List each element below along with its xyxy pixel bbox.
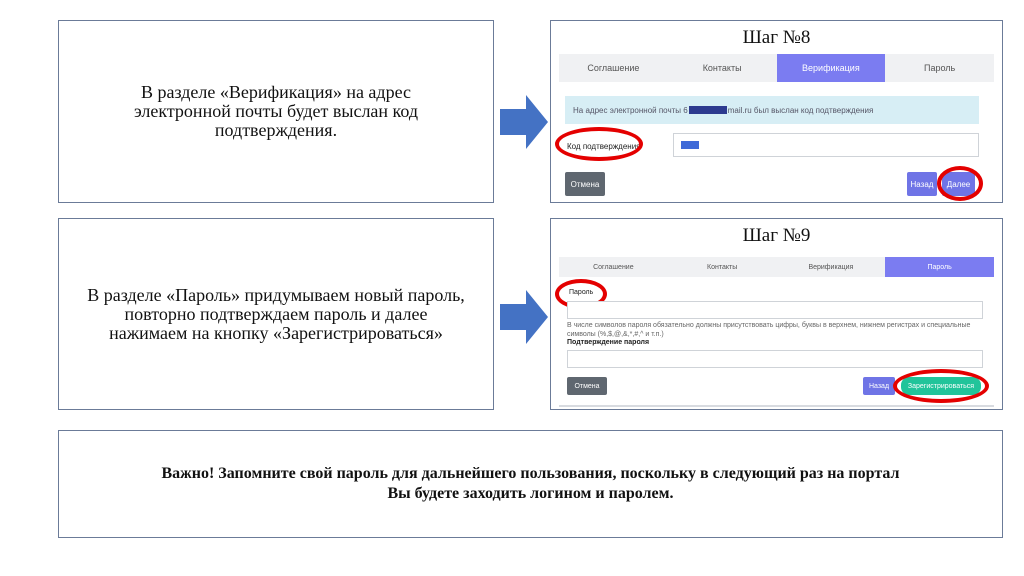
step9-description: В разделе «Пароль» придумываем новый пароль, повторно подтверждаем пароль и далее нажимаем на кнопку «Зарегистрироваться» bbox=[87, 284, 465, 343]
step8-heading: Шаг №8 bbox=[742, 27, 811, 48]
register-button[interactable]: Зарегистрироваться bbox=[901, 377, 981, 395]
cancel-button[interactable]: Отмена bbox=[567, 377, 607, 395]
next-button[interactable]: Далее bbox=[942, 172, 975, 196]
back-button[interactable]: Назад bbox=[863, 377, 895, 395]
step9-description-box bbox=[58, 218, 494, 410]
confirm-password-label: Подтверждение пароля bbox=[567, 339, 650, 346]
tab-password[interactable]: Пароль bbox=[885, 257, 994, 277]
step8-description-box bbox=[58, 20, 494, 203]
step9-screenshot bbox=[550, 218, 1003, 410]
tab-agreement[interactable]: Соглашение bbox=[587, 63, 640, 73]
tab-verification[interactable]: Верификация bbox=[777, 54, 886, 82]
step8-screenshot bbox=[550, 20, 1003, 203]
step8-tabs bbox=[559, 54, 994, 82]
step8-info-alert bbox=[565, 96, 979, 124]
tab-contacts[interactable]: Контакты bbox=[702, 63, 742, 73]
code-input[interactable] bbox=[673, 133, 979, 157]
tab-contacts[interactable]: Контакты bbox=[707, 263, 738, 271]
code-label-highlight bbox=[555, 127, 643, 161]
step9-tabs bbox=[559, 257, 994, 277]
redacted-code-mask bbox=[681, 141, 699, 149]
step9-heading: Шаг №9 bbox=[742, 225, 811, 246]
register-button-highlight bbox=[893, 369, 989, 403]
password-hint: В числе символов пароля обязательно должны присутствовать цифры, буквы в верхнем, нижнем регистрах и специальные символы (%,$,@,&,*,#,^ и т.п.) bbox=[567, 322, 971, 338]
arrow-right-icon bbox=[500, 95, 548, 149]
password-input[interactable] bbox=[567, 301, 983, 319]
tab-password[interactable]: Пароль bbox=[924, 63, 956, 73]
important-note: Важно! Запомните свой пароль для дальнейшего пользования, поскольку в следующий раз на портал Вы будете заходить логином и паролем. bbox=[161, 465, 900, 502]
back-button[interactable]: Назад bbox=[907, 172, 937, 196]
password-label: Пароль bbox=[569, 289, 594, 296]
redacted-email-mask bbox=[689, 106, 727, 114]
step8-description: В разделе «Верификация» на адрес электронной почты будет выслан код подтверждения. bbox=[133, 82, 419, 140]
bottom-divider bbox=[559, 405, 994, 407]
arrow-right-icon bbox=[500, 290, 548, 344]
tab-verification[interactable]: Верификация bbox=[808, 263, 854, 271]
cancel-button[interactable]: Отмена bbox=[565, 172, 605, 196]
code-label: Код подтверждения bbox=[567, 142, 641, 151]
important-note-box bbox=[58, 430, 1003, 538]
confirm-password-input[interactable] bbox=[567, 350, 983, 368]
info-prefix: На адрес электронной почты 6 bbox=[573, 105, 688, 115]
info-suffix: mail.ru был выслан код подтверждения bbox=[727, 105, 874, 115]
next-button-highlight bbox=[937, 166, 983, 201]
tab-agreement[interactable]: Соглашение bbox=[593, 263, 634, 271]
